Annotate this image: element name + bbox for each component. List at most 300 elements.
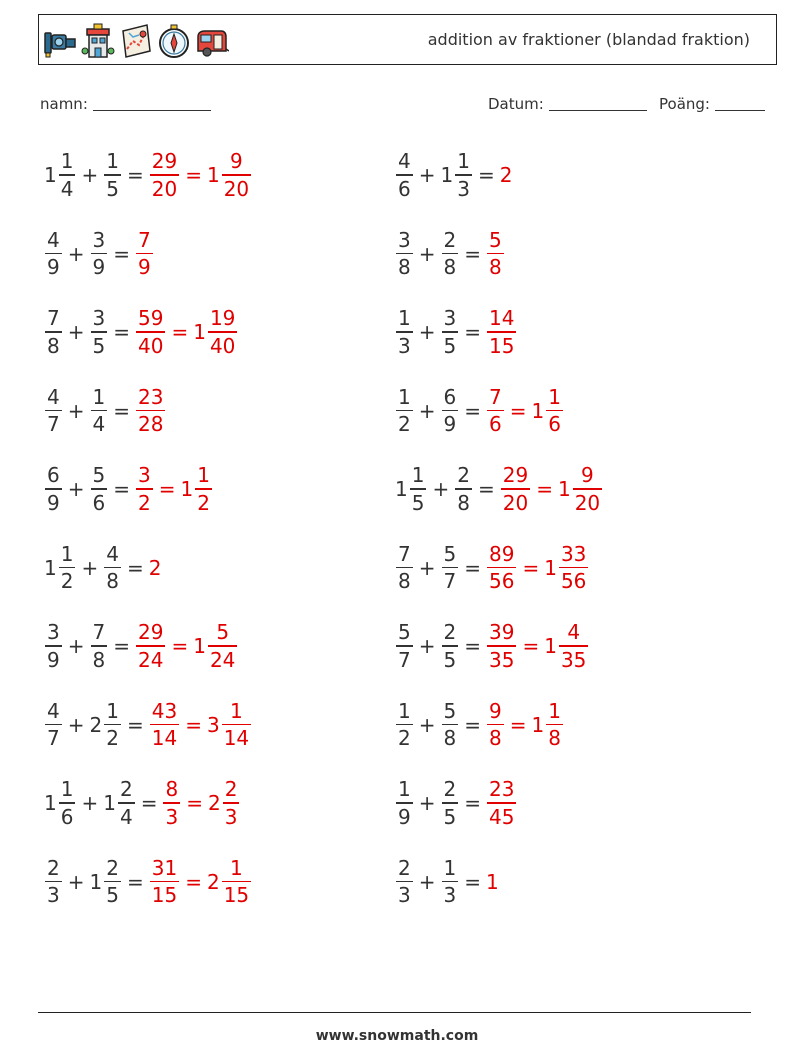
problem-11 bbox=[44, 535, 162, 601]
answer bbox=[486, 776, 517, 830]
answer-numerator: 1 bbox=[548, 384, 561, 409]
term-denominator: 3 bbox=[398, 333, 411, 358]
answer-denominator: 40 bbox=[138, 333, 164, 358]
answer-denominator: 3 bbox=[165, 804, 179, 829]
term-denominator: 5 bbox=[106, 176, 119, 201]
equals-sign: = bbox=[464, 398, 481, 423]
answer-denominator: 3 bbox=[224, 804, 238, 829]
term-whole: 1 bbox=[44, 555, 57, 580]
term-numerator: 1 bbox=[398, 698, 411, 723]
score-label: Poäng: bbox=[659, 95, 710, 113]
term-denominator: 3 bbox=[47, 883, 60, 908]
answer-whole: 2 bbox=[207, 791, 221, 815]
answer bbox=[162, 776, 240, 830]
answer bbox=[135, 462, 213, 516]
answer-fraction bbox=[222, 148, 251, 202]
answer-equals-sign: = bbox=[185, 163, 202, 187]
term-denominator: 6 bbox=[92, 490, 106, 515]
term-numerator: 4 bbox=[47, 384, 60, 409]
answer-denominator: 9 bbox=[138, 255, 151, 280]
term-numerator: 1 bbox=[60, 777, 74, 802]
problem-5 bbox=[44, 299, 238, 365]
term-denominator: 9 bbox=[47, 255, 60, 280]
problem-7 bbox=[44, 378, 166, 444]
answer bbox=[149, 698, 252, 752]
answer-numerator: 33 bbox=[560, 541, 587, 566]
term-numerator: 7 bbox=[47, 306, 60, 331]
answer-numerator: 89 bbox=[489, 541, 515, 566]
answer-whole: 2 bbox=[148, 555, 162, 580]
equals-sign: = bbox=[126, 712, 144, 737]
header-box bbox=[38, 14, 777, 65]
building-icon bbox=[81, 21, 115, 61]
answer bbox=[486, 870, 500, 894]
answer-numerator: 9 bbox=[581, 463, 594, 488]
term-denominator: 9 bbox=[398, 804, 411, 829]
answer bbox=[486, 698, 564, 752]
answer-fraction bbox=[487, 619, 516, 673]
term-fraction bbox=[104, 148, 121, 202]
term-denominator: 8 bbox=[457, 490, 470, 515]
problem-9 bbox=[44, 456, 213, 522]
problem-15 bbox=[44, 692, 252, 758]
term-fraction bbox=[45, 384, 62, 438]
footer-divider bbox=[38, 1012, 751, 1013]
term-whole: 1 bbox=[395, 477, 408, 501]
footer-url: www.snowmath.com bbox=[315, 1028, 479, 1044]
term-fraction bbox=[45, 305, 62, 359]
name-blank[interactable] bbox=[93, 110, 211, 111]
term-fraction bbox=[59, 776, 76, 830]
plus-sign: + bbox=[81, 791, 99, 815]
camper-trailer-icon bbox=[195, 21, 229, 61]
answer-fraction bbox=[487, 384, 504, 438]
answer-denominator: 15 bbox=[489, 333, 515, 358]
answer-equals-sign: = bbox=[522, 555, 540, 580]
answer-fraction bbox=[573, 462, 602, 516]
answer-fraction bbox=[546, 384, 563, 438]
answer-numerator: 29 bbox=[138, 620, 164, 645]
problem-6 bbox=[395, 299, 517, 365]
equals-sign: = bbox=[464, 791, 481, 815]
equals-sign: = bbox=[477, 477, 495, 501]
answer bbox=[149, 556, 163, 580]
equals-sign: = bbox=[477, 163, 495, 187]
term-fraction bbox=[45, 855, 62, 909]
term-fraction bbox=[396, 384, 413, 438]
equals-sign: = bbox=[113, 241, 130, 266]
score-blank[interactable] bbox=[715, 110, 765, 111]
answer-denominator: 45 bbox=[489, 804, 515, 829]
answer-whole: 1 bbox=[544, 634, 557, 658]
term-whole: 1 bbox=[44, 791, 57, 815]
answer-numerator: 4 bbox=[567, 620, 581, 645]
equals-sign: = bbox=[126, 869, 144, 894]
plus-sign: + bbox=[418, 791, 436, 815]
problem-14 bbox=[395, 613, 589, 679]
term-denominator: 5 bbox=[443, 333, 457, 358]
term-numerator: 2 bbox=[457, 463, 470, 488]
term-denominator: 7 bbox=[47, 412, 60, 437]
term-fraction bbox=[396, 776, 413, 830]
answer-numerator: 23 bbox=[489, 777, 515, 802]
answer-denominator: 15 bbox=[151, 883, 178, 908]
answer-numerator: 3 bbox=[138, 463, 151, 488]
term-fraction bbox=[91, 227, 108, 281]
plus-sign: + bbox=[418, 712, 436, 737]
answer-denominator: 2 bbox=[138, 490, 151, 515]
term-fraction bbox=[442, 619, 459, 673]
answer-equals-sign: = bbox=[509, 712, 527, 737]
problem-18 bbox=[395, 770, 517, 836]
problem-17 bbox=[44, 770, 240, 836]
plus-sign: + bbox=[81, 555, 99, 580]
date-field bbox=[488, 95, 647, 113]
answer-equals-sign: = bbox=[158, 477, 176, 501]
term-denominator: 4 bbox=[119, 804, 133, 829]
answer-equals-sign: = bbox=[171, 634, 189, 658]
term-whole: 1 bbox=[440, 163, 454, 187]
answer-fraction bbox=[150, 698, 179, 752]
answer-numerator: 39 bbox=[489, 620, 515, 645]
term-denominator: 2 bbox=[106, 726, 119, 751]
term-numerator: 2 bbox=[443, 227, 457, 252]
term-denominator: 5 bbox=[106, 883, 119, 908]
answer-whole: 2 bbox=[206, 869, 220, 894]
answer-denominator: 20 bbox=[151, 176, 178, 201]
plus-sign: + bbox=[418, 241, 436, 266]
term-denominator: 7 bbox=[398, 647, 411, 672]
plus-sign: + bbox=[67, 241, 85, 266]
term-whole: 1 bbox=[44, 163, 57, 187]
term-denominator: 5 bbox=[443, 804, 457, 829]
answer-fraction bbox=[150, 855, 179, 909]
date-label: Datum: bbox=[488, 95, 544, 113]
term-numerator: 7 bbox=[92, 620, 106, 645]
equals-sign: = bbox=[464, 241, 481, 266]
answer bbox=[135, 619, 238, 673]
problem-2 bbox=[395, 142, 513, 208]
term-denominator: 7 bbox=[443, 569, 457, 594]
term-numerator: 3 bbox=[92, 227, 106, 252]
answer-equals-sign: = bbox=[536, 477, 553, 501]
problem-19 bbox=[44, 849, 252, 915]
answer-whole: 1 bbox=[193, 320, 206, 344]
plus-sign: + bbox=[418, 555, 436, 580]
term-numerator: 1 bbox=[60, 541, 74, 566]
answer-fraction bbox=[136, 227, 153, 281]
term-denominator: 9 bbox=[443, 412, 457, 437]
term-fraction bbox=[104, 855, 121, 909]
term-numerator: 3 bbox=[92, 306, 106, 331]
plus-sign: + bbox=[81, 163, 99, 187]
answer-fraction bbox=[559, 619, 588, 673]
answer bbox=[486, 384, 564, 438]
name-label: namn: bbox=[40, 95, 88, 113]
term-numerator: 7 bbox=[398, 541, 411, 566]
term-denominator: 5 bbox=[443, 647, 457, 672]
answer-whole: 1 bbox=[544, 555, 557, 580]
answer bbox=[135, 384, 166, 438]
answer-equals-sign: = bbox=[522, 634, 540, 658]
plus-sign: + bbox=[418, 320, 436, 344]
answer-denominator: 6 bbox=[548, 412, 561, 437]
term-numerator: 3 bbox=[398, 227, 411, 252]
answer-fraction bbox=[222, 698, 251, 752]
problem-13 bbox=[44, 613, 238, 679]
term-fraction bbox=[396, 619, 413, 673]
term-denominator: 8 bbox=[443, 726, 457, 751]
answer-fraction bbox=[546, 698, 563, 752]
term-whole: 2 bbox=[89, 712, 103, 737]
term-denominator: 6 bbox=[398, 176, 411, 201]
plus-sign: + bbox=[418, 869, 436, 894]
term-denominator: 8 bbox=[47, 333, 60, 358]
term-fraction bbox=[91, 384, 108, 438]
answer-fraction bbox=[195, 462, 212, 516]
answer-numerator: 8 bbox=[165, 777, 179, 802]
term-fraction bbox=[45, 698, 62, 752]
equals-sign: = bbox=[140, 791, 158, 815]
term-numerator: 5 bbox=[443, 541, 457, 566]
term-numerator: 1 bbox=[92, 384, 106, 409]
problem-3 bbox=[44, 221, 154, 287]
answer-numerator: 23 bbox=[138, 384, 164, 409]
term-fraction bbox=[396, 698, 413, 752]
term-denominator: 7 bbox=[47, 726, 60, 751]
plus-sign: + bbox=[67, 869, 85, 894]
answer-denominator: 6 bbox=[489, 412, 502, 437]
page-title: addition av fraktioner (blandad fraktion) bbox=[427, 30, 750, 49]
answer-denominator: 14 bbox=[151, 726, 178, 751]
answer-denominator: 8 bbox=[548, 726, 561, 751]
answer-numerator: 29 bbox=[502, 463, 529, 488]
term-fraction bbox=[455, 148, 472, 202]
answer-fraction bbox=[222, 855, 251, 909]
term-numerator: 1 bbox=[398, 384, 411, 409]
plus-sign: + bbox=[67, 320, 85, 344]
term-denominator: 8 bbox=[443, 255, 457, 280]
answer-fraction bbox=[487, 227, 504, 281]
answer-denominator: 14 bbox=[223, 726, 250, 751]
term-denominator: 8 bbox=[398, 255, 411, 280]
problem-20 bbox=[395, 849, 500, 915]
answer-denominator: 20 bbox=[223, 176, 250, 201]
term-numerator: 4 bbox=[106, 541, 119, 566]
equals-sign: = bbox=[113, 398, 130, 423]
answer-equals-sign: = bbox=[186, 791, 203, 815]
answer-numerator: 1 bbox=[197, 463, 210, 488]
term-fraction bbox=[104, 698, 121, 752]
equals-sign: = bbox=[113, 477, 130, 501]
answer-denominator: 56 bbox=[489, 569, 515, 594]
answer-numerator: 2 bbox=[224, 777, 238, 802]
term-fraction bbox=[396, 855, 413, 909]
camcorder-icon bbox=[43, 21, 77, 61]
equals-sign: = bbox=[464, 712, 481, 737]
plus-sign: + bbox=[67, 712, 85, 737]
term-numerator: 5 bbox=[92, 463, 106, 488]
problem-1 bbox=[44, 142, 252, 208]
term-fraction bbox=[45, 619, 62, 673]
term-numerator: 2 bbox=[106, 855, 119, 880]
term-fraction bbox=[442, 305, 459, 359]
answer bbox=[486, 619, 589, 673]
term-denominator: 4 bbox=[92, 412, 106, 437]
answer-numerator: 31 bbox=[151, 855, 178, 880]
term-fraction bbox=[455, 462, 472, 516]
answer-whole: 1 bbox=[557, 477, 571, 501]
answer-denominator: 24 bbox=[138, 647, 164, 672]
term-denominator: 3 bbox=[398, 883, 411, 908]
term-numerator: 2 bbox=[47, 855, 60, 880]
answer-fraction bbox=[559, 541, 588, 595]
answer-equals-sign: = bbox=[185, 869, 202, 894]
term-denominator: 2 bbox=[398, 726, 411, 751]
answer-numerator: 59 bbox=[138, 306, 164, 331]
term-numerator: 2 bbox=[119, 777, 133, 802]
plus-sign: + bbox=[67, 398, 85, 423]
answer-numerator: 1 bbox=[230, 698, 243, 723]
term-numerator: 1 bbox=[411, 463, 425, 488]
term-numerator: 1 bbox=[457, 149, 470, 174]
plus-sign: + bbox=[67, 634, 85, 658]
term-fraction bbox=[442, 541, 459, 595]
answer-denominator: 8 bbox=[489, 255, 502, 280]
term-numerator: 4 bbox=[47, 227, 60, 252]
answer-fraction bbox=[208, 619, 237, 673]
date-blank[interactable] bbox=[549, 110, 647, 111]
problem-16 bbox=[395, 692, 564, 758]
term-numerator: 1 bbox=[398, 306, 411, 331]
answer-fraction bbox=[150, 148, 179, 202]
plus-sign: + bbox=[418, 634, 436, 658]
equals-sign: = bbox=[464, 869, 481, 894]
term-numerator: 3 bbox=[47, 620, 60, 645]
term-denominator: 8 bbox=[92, 647, 106, 672]
answer-fraction bbox=[136, 619, 165, 673]
answer-denominator: 20 bbox=[502, 490, 529, 515]
term-denominator: 9 bbox=[92, 255, 106, 280]
term-numerator: 1 bbox=[398, 777, 411, 802]
term-numerator: 4 bbox=[398, 149, 411, 174]
answer-whole: 1 bbox=[486, 869, 499, 894]
equals-sign: = bbox=[464, 320, 481, 344]
problem-8 bbox=[395, 378, 564, 444]
answer-fraction bbox=[136, 384, 165, 438]
term-fraction bbox=[45, 227, 62, 281]
term-numerator: 6 bbox=[47, 463, 60, 488]
problem-10 bbox=[395, 456, 603, 522]
term-denominator: 6 bbox=[60, 804, 74, 829]
answer bbox=[149, 855, 252, 909]
name-field bbox=[40, 95, 211, 113]
answer-fraction bbox=[163, 776, 180, 830]
term-fraction bbox=[45, 462, 62, 516]
plus-sign: + bbox=[67, 477, 85, 501]
problem-12 bbox=[395, 535, 589, 601]
term-denominator: 2 bbox=[398, 412, 411, 437]
term-numerator: 6 bbox=[443, 384, 457, 409]
term-whole: 1 bbox=[103, 791, 116, 815]
map-icon bbox=[119, 21, 153, 61]
answer-numerator: 29 bbox=[151, 149, 178, 174]
term-fraction bbox=[442, 227, 459, 281]
answer-numerator: 5 bbox=[489, 227, 502, 252]
equals-sign: = bbox=[113, 634, 130, 658]
answer bbox=[486, 305, 517, 359]
term-fraction bbox=[91, 619, 108, 673]
answer-denominator: 20 bbox=[574, 490, 601, 515]
answer-fraction bbox=[487, 698, 504, 752]
term-numerator: 5 bbox=[443, 698, 457, 723]
term-denominator: 5 bbox=[411, 490, 425, 515]
term-denominator: 4 bbox=[60, 176, 74, 201]
answer-whole: 1 bbox=[531, 398, 545, 423]
answer bbox=[135, 227, 154, 281]
answer-fraction bbox=[136, 305, 165, 359]
answer bbox=[135, 305, 238, 359]
answer-equals-sign: = bbox=[185, 712, 202, 737]
term-fraction bbox=[104, 541, 121, 595]
answer bbox=[486, 541, 589, 595]
answer-numerator: 1 bbox=[230, 855, 243, 880]
term-denominator: 2 bbox=[60, 569, 74, 594]
answer-numerator: 1 bbox=[548, 698, 561, 723]
answer-numerator: 19 bbox=[209, 306, 236, 331]
term-fraction bbox=[410, 462, 427, 516]
term-fraction bbox=[396, 148, 413, 202]
answer-denominator: 28 bbox=[138, 412, 164, 437]
term-numerator: 4 bbox=[47, 698, 60, 723]
score-field bbox=[659, 95, 765, 113]
equals-sign: = bbox=[113, 320, 130, 344]
term-numerator: 1 bbox=[106, 149, 119, 174]
answer-denominator: 2 bbox=[197, 490, 210, 515]
answer-whole: 1 bbox=[180, 477, 194, 501]
term-denominator: 3 bbox=[457, 176, 470, 201]
answer-whole: 3 bbox=[206, 712, 220, 737]
answer-whole: 1 bbox=[193, 634, 206, 658]
answer bbox=[486, 227, 505, 281]
term-numerator: 1 bbox=[106, 698, 119, 723]
icon-strip bbox=[43, 21, 229, 61]
answer-equals-sign: = bbox=[509, 398, 527, 423]
term-fraction bbox=[442, 384, 459, 438]
answer-fraction bbox=[223, 776, 240, 830]
term-numerator: 2 bbox=[443, 777, 457, 802]
term-numerator: 1 bbox=[443, 855, 457, 880]
equals-sign: = bbox=[464, 555, 481, 580]
term-fraction bbox=[442, 855, 459, 909]
term-numerator: 5 bbox=[398, 620, 411, 645]
problem-4 bbox=[395, 221, 505, 287]
plus-sign: + bbox=[418, 163, 436, 187]
answer-fraction bbox=[487, 305, 516, 359]
term-denominator: 5 bbox=[92, 333, 106, 358]
answer-numerator: 9 bbox=[230, 149, 243, 174]
answer-denominator: 35 bbox=[489, 647, 515, 672]
answer-numerator: 7 bbox=[489, 384, 502, 409]
answer-denominator: 8 bbox=[489, 726, 502, 751]
plus-sign: + bbox=[418, 398, 436, 423]
term-fraction bbox=[396, 227, 413, 281]
term-denominator: 9 bbox=[47, 490, 60, 515]
term-numerator: 2 bbox=[443, 620, 457, 645]
plus-sign: + bbox=[432, 477, 450, 501]
answer-whole: 1 bbox=[531, 712, 545, 737]
term-fraction bbox=[442, 776, 459, 830]
